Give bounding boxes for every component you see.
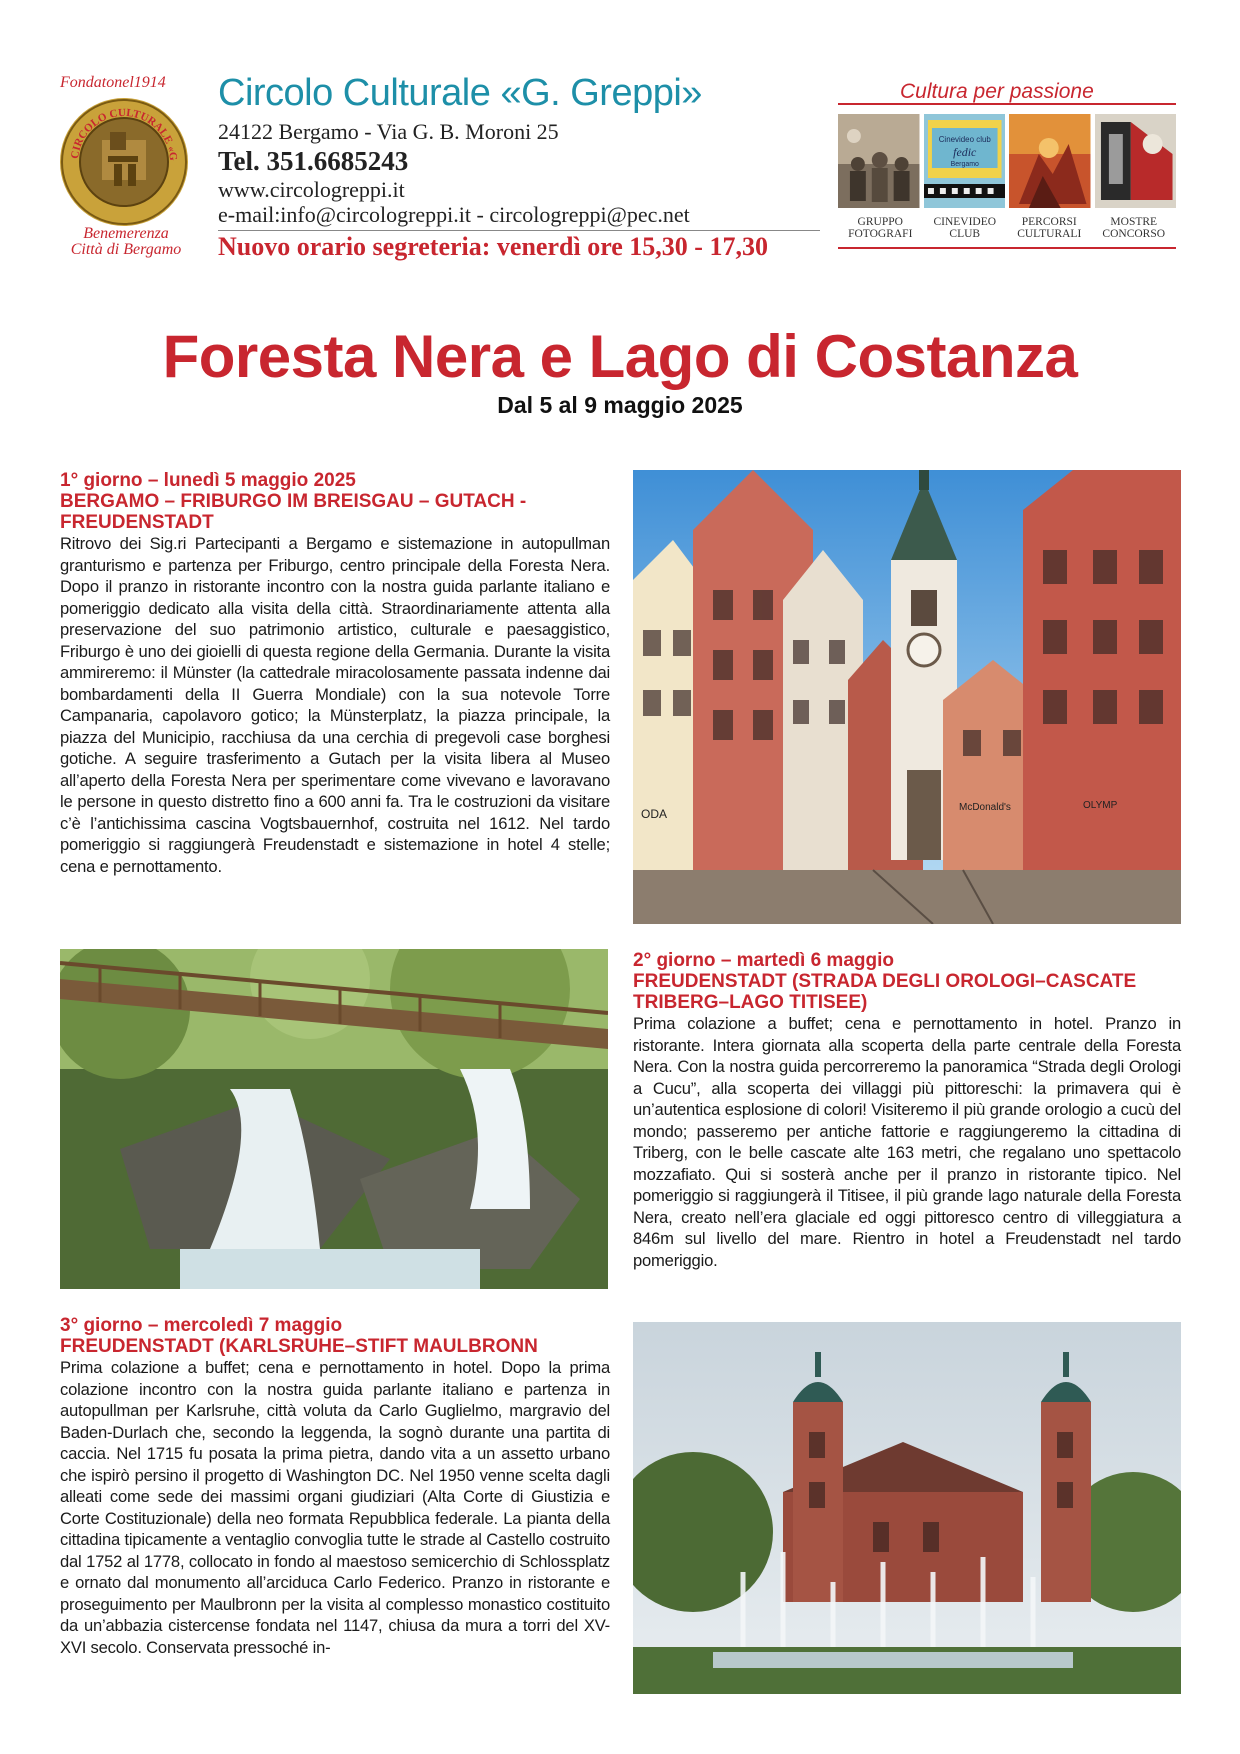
day-2-route: FREUDENSTADT (STRADA DEGLI OROLOGI–CASCATE TRIBERG–LAGO TITISEE): [633, 971, 1137, 1013]
label-exhibitions: [1092, 216, 1177, 240]
day-1-route: BERGAMO – FRIBURGO IM BREISGAU – GUTACH - FREUDENSTADT: [60, 491, 527, 533]
freudenstadt-church-photo: [633, 1322, 1181, 1694]
label-photographers-line-1: GRUPPO: [857, 216, 903, 228]
founded-label: Fondatonel1914: [60, 74, 166, 91]
cultural-tours-thumb: [1009, 114, 1091, 208]
tagline-rule-top: [838, 103, 1176, 105]
org-name: Circolo Culturale «G. Greppi»: [218, 72, 702, 114]
photographers-thumb: [838, 114, 920, 208]
day-3-text: Prima colazione a buffet; cena e pernottamento in hotel. Dopo la prima colazione incontro con la nostra guida parlante italiano e partenza in autopullman per Karlsruhe, città voluta da Carlo Guglielmo, margravio del Baden-Durlach che, secondo la leggenda, la sognò durante una partita di caccia. Nel 1715 fu posata la prima pietra, dando vita a un assetto urbano che ispirò persino il progetto di Washington DC. Nel 1950 venne scelta dagli alleati come sede dei massimi organi giudiziari (Alta Corte di Giustizia e Corte Costituzionale) della neo formata Repubblica federale. La pianta della cittadina tipicamente a ventaglio convoglia tutte le strade al Castello costruito dal 1752 al 1778, collocato in fondo al maestoso semicerchio di Schlossplatz e ornato dal monumento all’arciduca Carlo Federico. Pranzo in ristorante e proseguimento per Maulbronn per la visita al complesso monastico costituito da un’abbazia cistercense fondata nel 1147, chiusa da mura a torri del XV-XVI secolo. Conservata pressoché in-: [60, 1358, 610, 1657]
day-3-section: [60, 1315, 610, 1658]
day-1-heading: 1° giorno – lunedì 5 maggio 2025: [60, 470, 356, 491]
day-3-route: FREUDENSTADT (KARLSRUHE–STIFT MAULBRONN: [60, 1336, 538, 1357]
tagline: Cultura per passione: [900, 80, 1094, 103]
label-cinevideo-line-1: CINEVIDEO: [933, 216, 997, 228]
day-1-section: [60, 470, 610, 877]
label-cultural-tours-line-2: CULTURALI: [1017, 228, 1082, 240]
merit-text: [56, 226, 196, 258]
exhibitions-thumb: [1095, 114, 1177, 208]
day-2-text: Prima colazione a buffet; cena e pernottamento in hotel. Pranzo in ristorante. Intera giornata alla scoperta della parte centrale della Foresta Nera. Con la nostra guida percorreremo la panoramica “Strada degli Orologi a Cucu”, alla scoperta dei villaggi più pittoreschi: la primavera qui è un’autentica esplosione di colori! Visiteremo il più grande orologio a cucù del mondo; passeremo per antiche fattorie e raggiungeremo la cittadina di Triberg, con le belle cascate alte 163 metri, che regalano uno spettacolo mozzafiato. Qui si sosterà anche per il pranzo in ristorante tipico. Nel pomeriggio si raggiungerà il Titisee, il più grande lago naturale della Foresta Nera, creato nell’era glaciale ed oggi pittoresco centro di villeggiatura a 846m sul livello del mare. Rientro in hotel a Freudenstadt nel tardo pomeriggio.: [633, 1014, 1181, 1270]
freiburg-shop-sign-mid: McDonald's: [959, 802, 1011, 813]
freiburg-street-photo: [633, 470, 1181, 924]
activity-labels: [838, 216, 1176, 240]
label-cultural-tours: [1007, 216, 1092, 240]
label-photographers-line-2: FOTOGRAFI: [848, 228, 913, 240]
label-cinevideo: [923, 216, 1008, 240]
label-exhibitions-line-2: CONCORSO: [1102, 228, 1166, 240]
seal-text: CIRCOLO CULTURALE «G: [69, 106, 180, 162]
day-1-text: Ritrovo dei Sig.ri Partecipanti a Bergamo e sistemazione in autopullman granturismo e partenza per Friburgo, centro principale della Foresta Nera. Dopo il pranzo in ristorante incontro con la nostra guida parlante italiano e pomeriggio dedicato alla visita della città. Straordinariamente attenta alla preservazione del suo patrimonio artistico, culturale e paesaggistico, Friburgo è uno dei gioielli di questa regione della Germania. Durante la visita ammireremo: il Münster (la cattedrale miracolosamente passata indenne dai bombardamenti della II Guerra Mondiale) con la sua notevole Torre Campanaria, capolavoro gotico; la Münsterplatz, la piazza principale, la piazza del Municipio, racchiusa da una cerchia di pregevoli case borghesi gotiche. A seguire trasferimento a Gutach per la visita libera al Museo all’aperto della Foresta Nera per sperimentare come vivevano e lavoravano le persone in questo distretto fino a 600 anni fa. Tra le costruzioni da visitare c’è l’antichissima cascina Vogtsbauernhof, costruita nel 1612. Nel tardo pomeriggio si raggiungerà Freudenstadt e sistemazione in hotel 4 stelle; cena e pernottamento.: [60, 534, 610, 876]
merit-line-1: Benemerenza: [83, 225, 169, 242]
day-2-section: [633, 950, 1181, 1271]
org-website: www.circologreppi.it: [218, 177, 405, 202]
freiburg-shop-sign-left: ODA: [641, 807, 668, 821]
tagline-rule-bottom: [838, 247, 1176, 249]
org-email: e-mail:info@circologreppi.it - circologreppi@pec.net: [218, 202, 690, 227]
page-title: Foresta Nera e Lago di Costanza: [162, 323, 1078, 390]
activity-thumbnails: [838, 114, 1176, 208]
svg-text:Bergamo: Bergamo: [950, 160, 979, 169]
merit-line-2: Città di Bergamo: [70, 241, 182, 258]
freiburg-shop-sign-right: OLYMP: [1083, 800, 1118, 811]
label-cultural-tours-line-1: PERCORSI: [1021, 216, 1077, 228]
office-hours: Nuovo orario segreteria: venerdì ore 15,30 - 17,30: [218, 232, 768, 261]
header-divider: [218, 230, 820, 231]
trip-dates: Dal 5 al 9 maggio 2025: [497, 392, 743, 418]
org-address: 24122 Bergamo - Via G. B. Moroni 25: [218, 119, 559, 144]
day-3-heading: 3° giorno – mercoledì 7 maggio: [60, 1315, 343, 1336]
day-2-heading: 2° giorno – martedì 6 maggio: [633, 950, 894, 971]
label-photographers: [838, 216, 923, 240]
cinevideo-thumb: [924, 114, 1006, 208]
label-exhibitions-line-1: MOSTRE: [1110, 216, 1158, 228]
svg-text:Cinevideo club: Cinevideo club: [938, 134, 991, 145]
label-cinevideo-line-2: CLUB: [949, 228, 981, 240]
triberg-waterfall-photo: [60, 949, 608, 1289]
club-seal-logo: [58, 96, 190, 228]
org-phone: Tel. 351.6685243: [218, 146, 409, 176]
svg-text:fedic: fedic: [952, 144, 976, 160]
